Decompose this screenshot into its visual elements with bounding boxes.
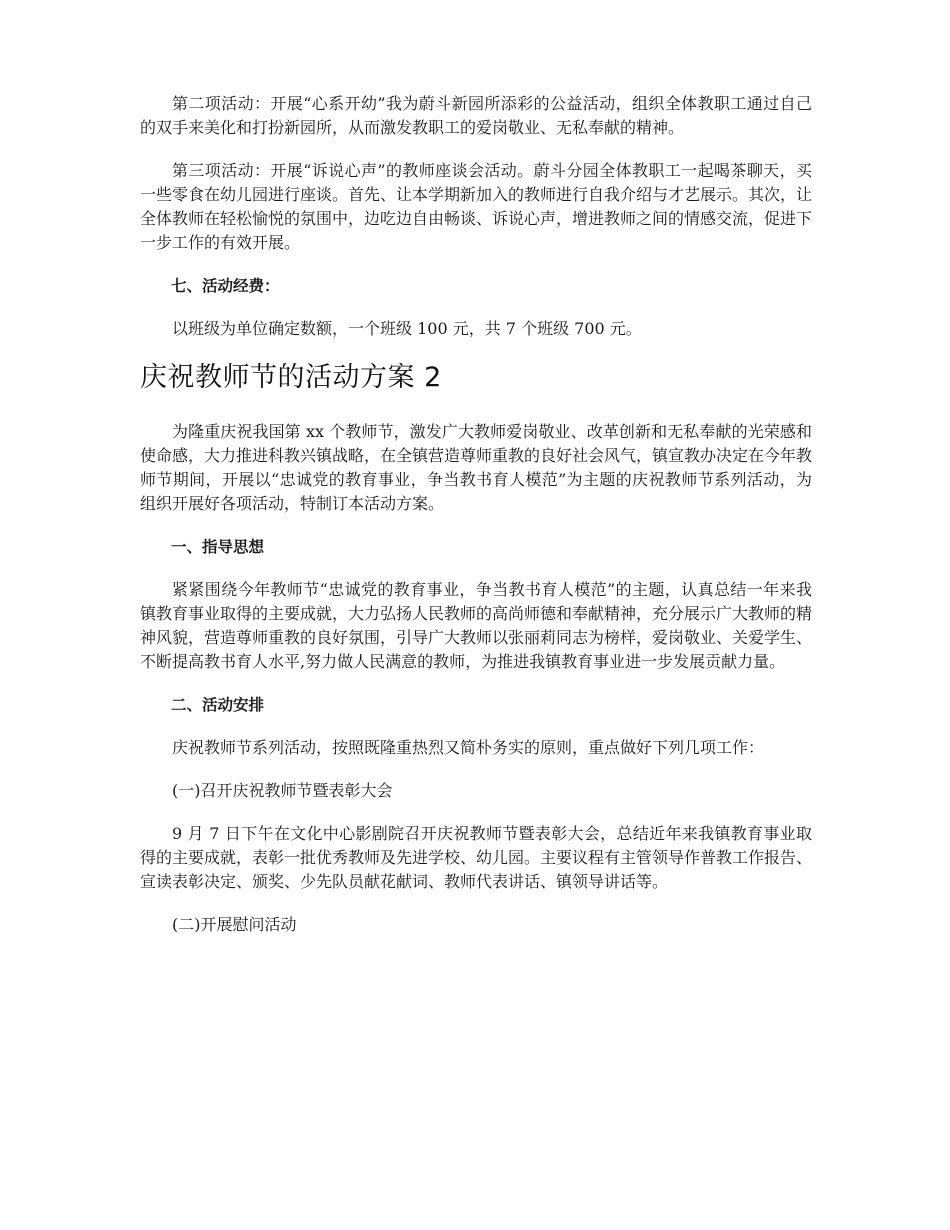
document-page xyxy=(140,92,812,956)
heading-guiding-thought: 一、指导思想 xyxy=(171,538,265,556)
heading-activity-arrangement: 二、活动安排 xyxy=(171,696,265,714)
subheading-condolence-activity: (二)开展慰问活动 xyxy=(172,915,297,934)
heading-activity-funds: 七、活动经费： xyxy=(171,277,280,295)
paragraph-funds: 以班级为单位确定数额，一个班级 100 元，共 7 个班级 700 元。 xyxy=(172,319,642,338)
paragraph-activity-2: 第二项活动：开展“心系开幼”我为蔚斗新园所添彩的公益活动，组织全体教职工通过自己的双手来美化和打扮新园所，从而激发教职工的爱岗敬业、无私奉献的精神。 xyxy=(140,94,812,137)
paragraph-arrangement: 庆祝教师节系列活动，按照既隆重热烈又简朴务实的原则，重点做好下列几项工作： xyxy=(172,738,765,757)
paragraph-commendation-meeting: 9 月 7 日下午在文化中心影剧院召开庆祝教师节暨表彰大会，总结近年来我镇教育事业取得的主要成就，表彰一批优秀教师及先进学校、幼儿园。主要议程有主管领导作普教工作报告、宣读表彰决定、颁奖、少先队员献花献词、教师代表讲话、镇领导讲话等。 xyxy=(140,824,813,891)
paragraph-guiding-thought: 紧紧围绕今年教师节“忠诚党的教育事业，争当教书育人模范”的主题，认真总结一年来我镇教育事业取得的主要成就，大力弘扬人民教师的高尚师德和奉献精神，充分展示广大教师的精神风貌，营造尊师重教的良好氛围，引导广大教师以张丽莉同志为榜样，爱岗敬业、关爱学生、不断提高教书育人水平,努力做人民满意的教师，为推进我镇教育事业进一步发展贡献力量。 xyxy=(140,580,813,671)
paragraph-intro: 为隆重庆祝我国第 xx 个教师节，激发广大教师爱岗敬业、改革创新和无私奉献的光荣感和使命感，大力推进科教兴镇战略，在全镇营造尊师重教的良好社会风气，镇宣教办决定在今年教师节期间，开展以“忠诚党的教育事业，争当教书育人模范”为主题的庆祝教师节系列活动，为组织开展好各项活动，特制订本活动方案。 xyxy=(140,422,813,513)
document-title: 庆祝教师节的活动方案 2 xyxy=(140,362,442,393)
paragraph-activity-3: 第三项活动：开展“诉说心声”的教师座谈会活动。蔚斗分园全体教职工一起喝茶聊天，买一些零食在幼儿园进行座谈。首先、让本学期新加入的教师进行自我介绍与才艺展示。其次，让全体教师在轻松愉悦的氛围中，边吃边自由畅谈、诉说心声，增进教师之间的情感交流，促进下一步工作的有效开展。 xyxy=(140,161,813,252)
subheading-commendation-meeting: (一)召开庆祝教师节暨表彰大会 xyxy=(172,781,393,800)
